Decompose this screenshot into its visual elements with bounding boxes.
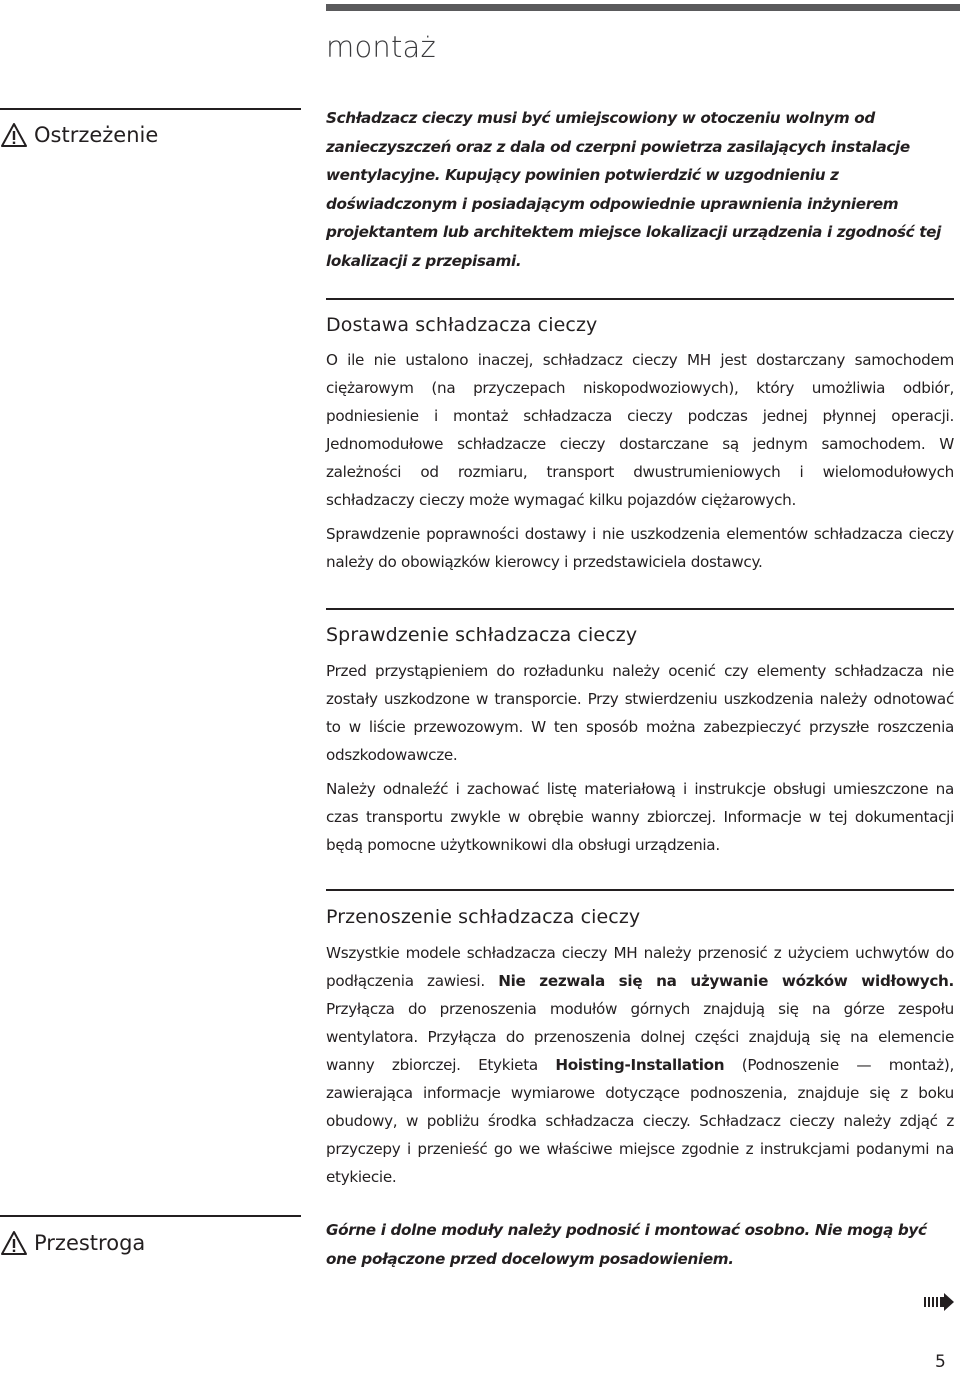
inspection-paragraph-2: Należy odnaleźć i zachować listę materiałową i instrukcje obsługi umieszczone na czas transportu zwykle w obrębie wanny zbiorczej. Informacje w tej dokumentacji będą pomocne użytkownikowi dla obsługi urządzenia.	[326, 780, 954, 854]
caution-rule	[0, 1215, 301, 1217]
warning-paragraph: Schładzacz cieczy musi być umiejscowiony w otoczeniu wolnym od zanieczyszczeń oraz z dala od czerpni powietrza zasilających instalacje wentylacyjne. Kupujący powinien potwierdzić w uzgodnieniu z doświadczonym i posiadającym odpowiednie uprawnienia inżynierem projektantem lub architektem miejsce lokalizacji urządzenia i zgodność tej lokalizacji z przepisami.	[326, 109, 941, 270]
inspection-body	[326, 657, 954, 865]
moving-text-c: (Podnoszenie — montaż), zawierająca informacje wymiarowe dotyczące podnoszenia, znajduje się z boku obudowy, w pobliżu środka schładzacza cieczy. Schładzacz cieczy należy zdjąć z przyczepy i przenieść go we właściwe miejsce zgodnie z instrukcjami podanymi na etykiecie.	[326, 1056, 955, 1186]
moving-body	[326, 939, 954, 1197]
caution-label	[0, 1230, 145, 1256]
delivery-rule	[326, 298, 954, 300]
moving-label-name: Hoisting-Installation	[555, 1056, 725, 1074]
moving-forklift-notice: Nie zezwala się na używanie wózków widłowych.	[498, 972, 954, 990]
moving-rule	[326, 889, 954, 891]
caution-text	[326, 1216, 954, 1273]
delivery-body	[326, 346, 954, 582]
delivery-heading: Dostawa schładzacza cieczy	[326, 314, 598, 336]
caution-label-text: Przestroga	[34, 1231, 146, 1255]
warning-rule	[0, 108, 301, 110]
moving-text-b: Przyłącza do przenoszenia modułów górnych znajdują się na górze zespołu wentylatora. Przyłącza do przenoszenia dolnej części znajdują się na elemencie wanny zbiorczej. Etykieta	[326, 1000, 954, 1074]
top-rule	[326, 4, 960, 11]
warning-label	[0, 122, 158, 148]
delivery-paragraph-2: Sprawdzenie poprawności dostawy i nie uszkodzenia elementów schładzacza cieczy należy do obowiązków kierowcy i przedstawiciela dostawcy.	[326, 525, 954, 571]
moving-paragraph	[326, 939, 954, 1191]
caution-triangle-icon	[0, 1230, 28, 1256]
moving-heading: Przenoszenie schładzacza cieczy	[326, 906, 641, 928]
inspection-rule	[326, 608, 954, 610]
caution-paragraph: Górne i dolne moduły należy podnosić i montować osobno. Nie mogą być one połączone przed docelowym posadowieniem.	[326, 1221, 927, 1268]
warning-text	[326, 104, 954, 275]
moving-text-a: Wszystkie modele schładzacza cieczy MH należy przenosić z użyciem uchwytów do podłączenia zawiesi.	[326, 944, 954, 990]
next-page-arrow-icon[interactable]	[924, 1293, 954, 1311]
page-number: 5	[935, 1352, 946, 1372]
section-title: montaż	[326, 30, 436, 64]
inspection-paragraph-1: Przed przystąpieniem do rozładunku należy ocenić czy elementy schładzacza nie zostały uszkodzone w transporcie. Przy stwierdzeniu uszkodzenia należy odnotować to w liście przewozowym. W ten sposób można zabezpieczyć przyszłe roszczenia odszkodowawcze.	[326, 662, 954, 764]
delivery-paragraph-1: O ile nie ustalono inaczej, schładzacz cieczy MH jest dostarczany samochodem ciężarowym (na przyczepach niskopodwoziowych), który umożliwia odbiór, podniesienie i montaż schładzacza cieczy podczas jednej płynnej operacji. Jednomodułowe schładzacze cieczy dostarczane są jednym samochodem. W zależności od rozmiaru, transport dwustrumieniowych i wielomodułowych schładzaczy cieczy może wymagać kilku pojazdów ciężarowych.	[326, 351, 954, 509]
inspection-heading: Sprawdzenie schładzacza cieczy	[326, 624, 638, 646]
warning-triangle-icon	[0, 122, 28, 148]
warning-label-text: Ostrzeżenie	[34, 123, 159, 147]
